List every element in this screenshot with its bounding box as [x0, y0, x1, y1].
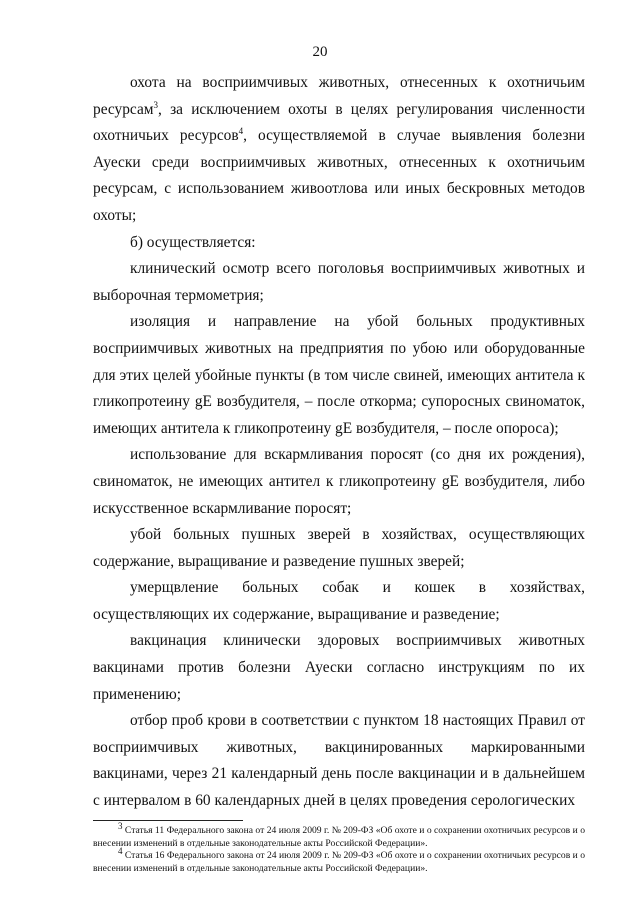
footnote-item	[93, 820, 585, 850]
footnote-text: Статья 11 Федерального закона от 24 июля 2009 г. № 209-ФЗ «Об охоте и о сохранении охотничьих ресурсов и о внесении изменений в отдельные законодательные акты Российской Федерации».	[93, 825, 585, 849]
footnote-mark: 4	[118, 846, 123, 856]
paragraph-isolation: изоляция и направление на убой больных продуктивных восприимчивых животных на предприятия по убою или оборудованные для этих целей убойные пункты (в том числе свиней, имеющих антитела к гликопротеину gE возбудителя, – после откорма; супоросных свиноматок, имеющих антитела к гликопротеину gE возбудителя, – после опороса);	[93, 313, 585, 437]
footnote-item	[93, 846, 585, 875]
paragraph-vaccination: вакцинация клинически здоровых восприимчивых животных вакцинами против болезни Ауески согласно инструкциям по их применению;	[93, 632, 585, 703]
paragraph-feeding: использование для вскармливания поросят (со дня их рождения), свиноматок, не имеющих антител к гликопротеину gE возбудителя, либо искусственное вскармливание поросят;	[93, 446, 585, 517]
paragraph-dogs-cats: умерщвление больных собак и кошек в хозяйствах, осуществляющих их содержание, выращивание и разведение;	[93, 579, 585, 623]
paragraph-section-b: б) осуществляется:	[130, 233, 256, 251]
paragraph-fur-animals: убой больных пушных зверей в хозяйствах, осуществляющих содержание, выращивание и разведение пушных зверей;	[93, 526, 585, 570]
paragraph-text: охота на восприимчивых животных, отнесенных к охотничьим ресурсам	[93, 74, 585, 118]
paragraph-text: , за исключением охоты в целях регулирования численности охотничьих ресурсов	[93, 100, 585, 145]
page-number: 20	[312, 44, 328, 60]
footnote-ref: 4	[238, 126, 244, 137]
paragraph-clinical-exam: клинический осмотр всего поголовья восприимчивых животных и выборочная термометрия;	[93, 260, 585, 304]
paragraph-text: , осуществляемой в случае выявления болезни Ауески среди восприимчивых животных, отнесенных к охотничьим ресурсам, с использованием живоотлова или иных бескровных методов охоты;	[93, 127, 585, 224]
footnote-ref: 3	[153, 99, 159, 110]
paragraph-blood-sampling: отбор проб крови в соответствии с пунктом 18 настоящих Правил от восприимчивых животных, вакцинированных маркированными вакцинами, через 21 календарный день после вакцинации и в дальнейшем с интервалом в 60 календарных дней в целях проведения серологических	[93, 712, 585, 810]
footnote-text: Статья 16 Федерального закона от 24 июля 2009 г. № 209-ФЗ «Об охоте и о сохранении охотничьих ресурсов и о внесении изменений в отдельные законодательные акты Российской Федерации».	[93, 850, 585, 874]
paragraph-hunting	[93, 70, 585, 230]
footnote-mark: 3	[118, 820, 123, 831]
footnotes	[93, 820, 585, 875]
footnote-divider	[93, 820, 243, 821]
body-text	[93, 70, 585, 815]
